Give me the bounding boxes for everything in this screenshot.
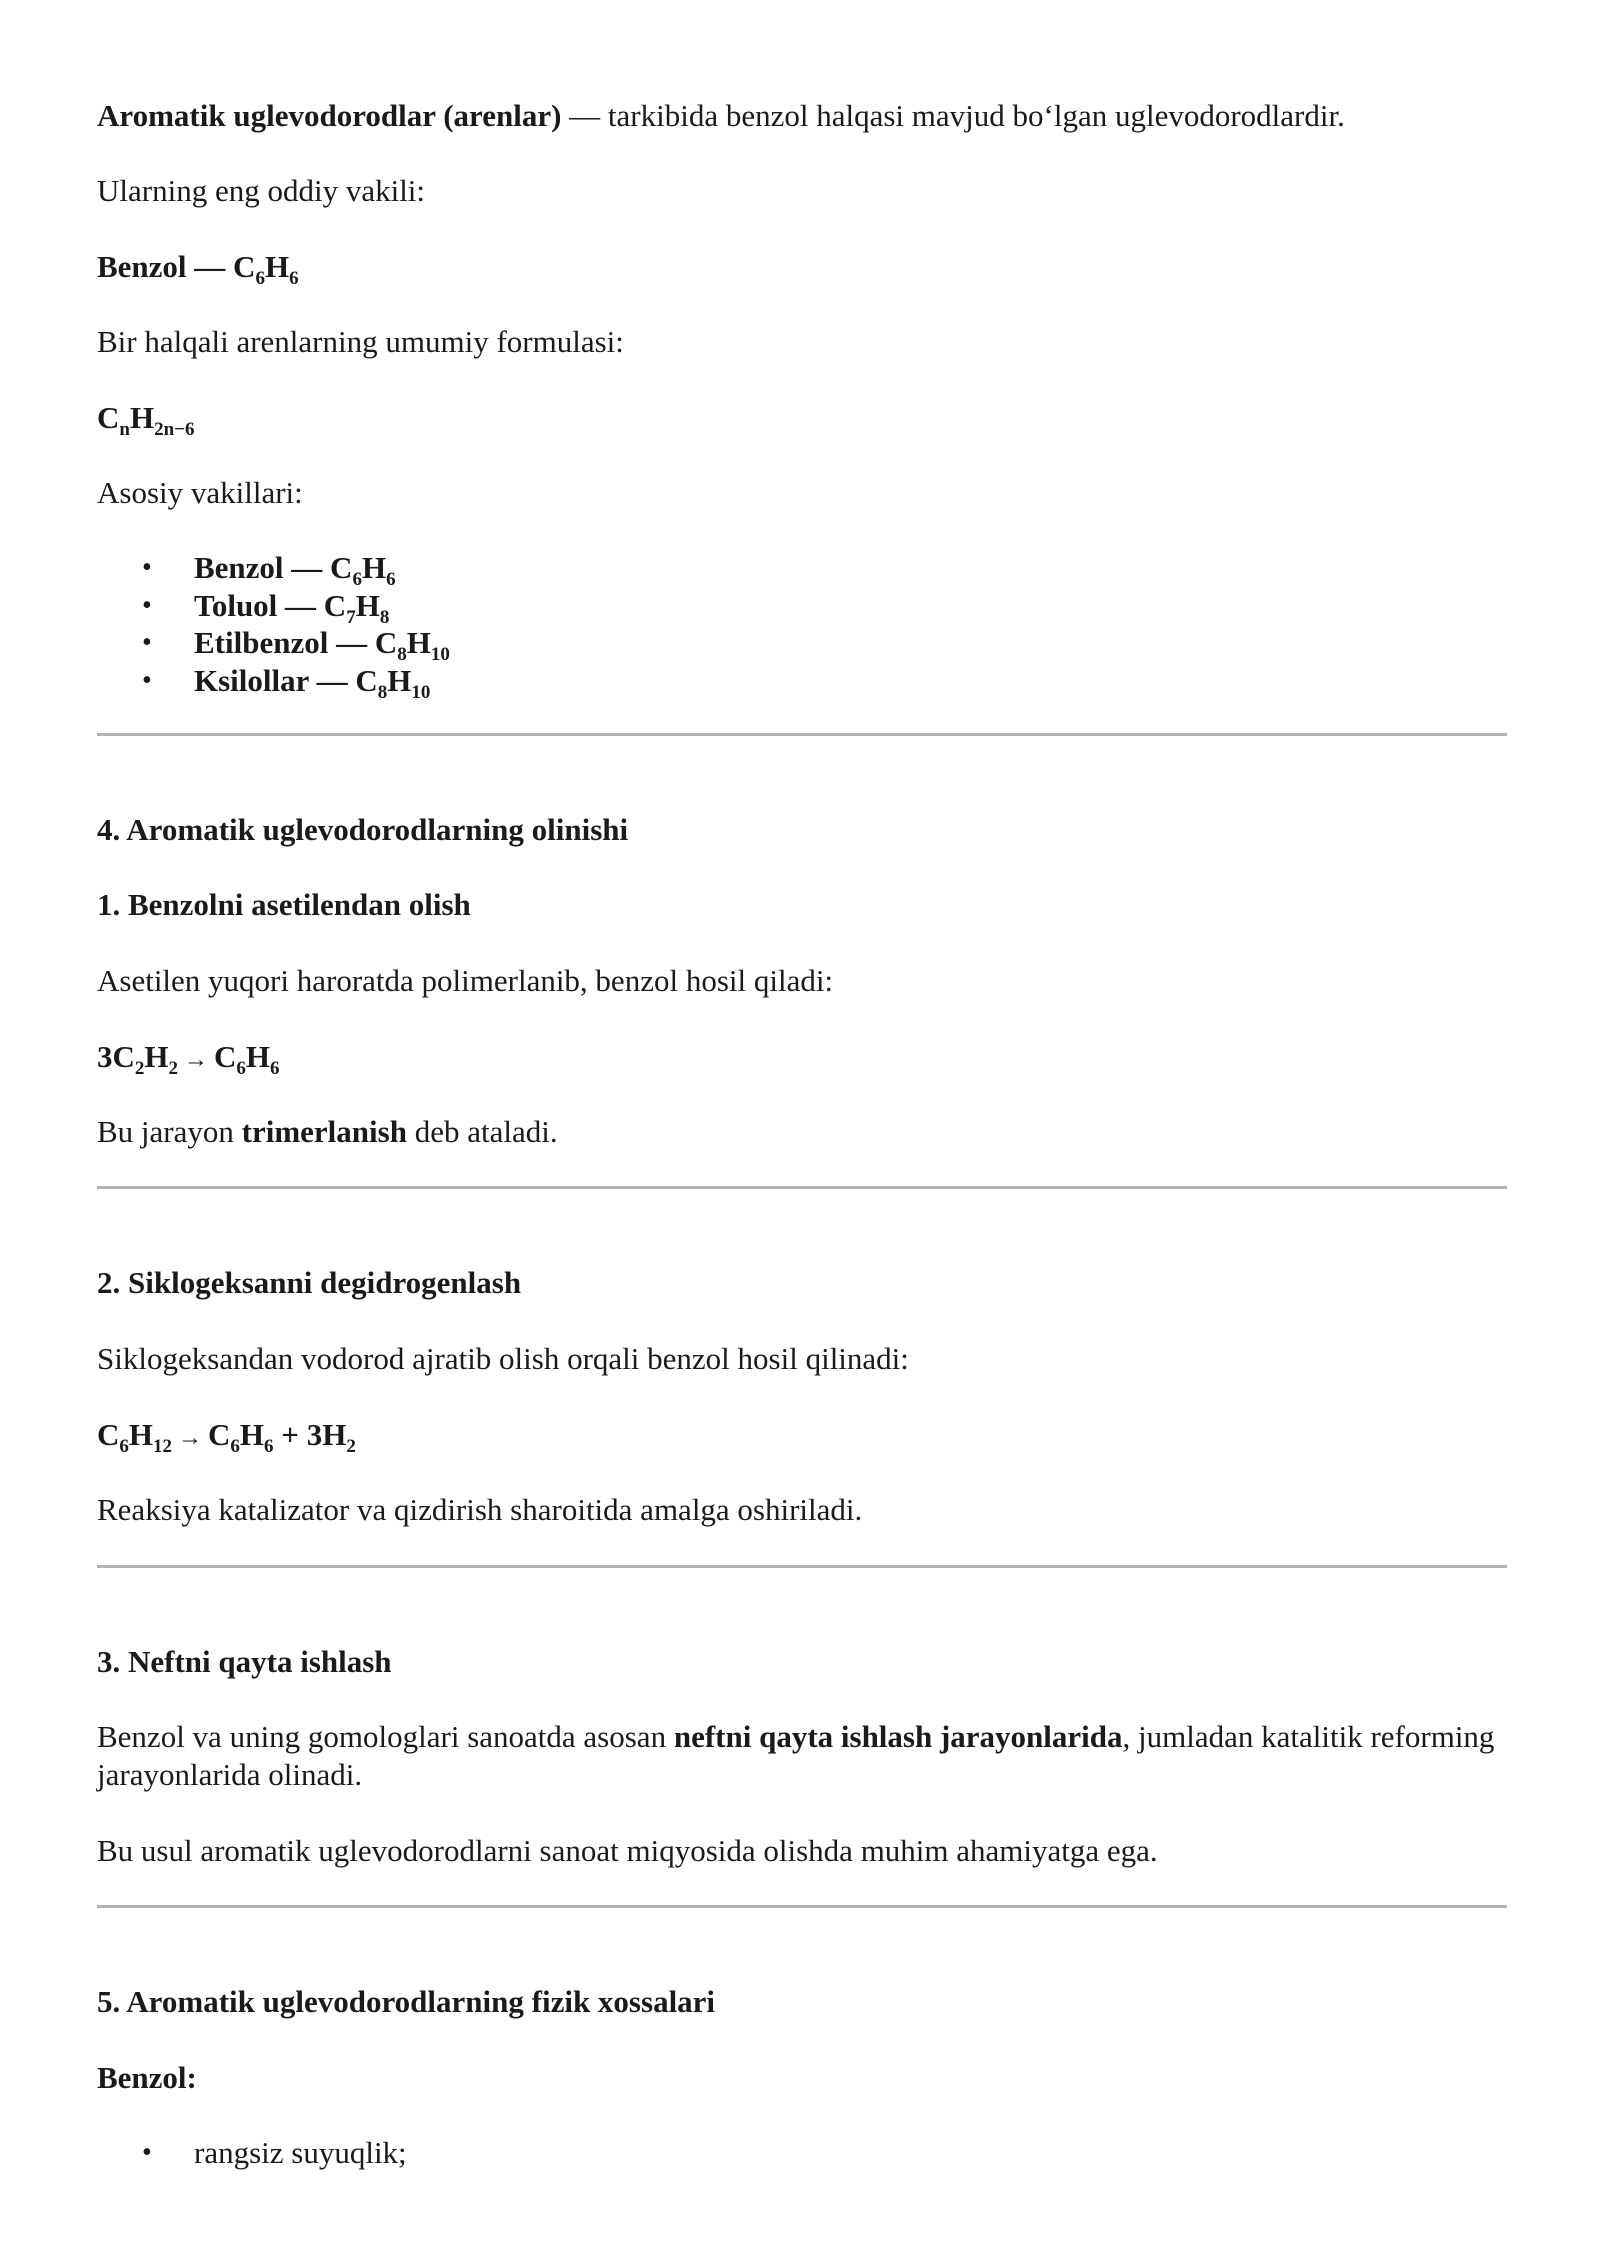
- bullet-icon: •: [142, 589, 152, 621]
- arrow-icon: →: [178, 1425, 203, 1451]
- bullet-icon: •: [142, 664, 152, 696]
- definition-term: Aromatik uglevodorodlar (arenlar): [97, 98, 562, 133]
- horizontal-divider: [97, 1905, 1507, 1908]
- benzol-label: Benzol:: [97, 2060, 197, 2095]
- simplest-label: Ularning eng oddiy vakili:: [97, 173, 426, 208]
- section-4-title: 4. Aromatik uglevodorodlarning olinishi: [97, 812, 629, 847]
- method-2-text: Siklogeksandan vodorod ajratib olish orqali benzol hosil qilinadi:: [97, 1341, 909, 1376]
- definition-paragraph: [97, 97, 1345, 135]
- equation-1: $3C_2H_2 \to C_6H_6$: [97, 1039, 280, 1079]
- equation-2: $C_6H_{12} \to C_6H_6 + 3H_2$: [97, 1417, 356, 1457]
- representatives-list: [97, 549, 450, 703]
- method-3-title: 3. Neftni qayta ishlash: [97, 1644, 392, 1679]
- horizontal-divider: [97, 1565, 1507, 1568]
- list-item: • Ksilollar — $C_8H_{10}$: [142, 662, 431, 703]
- benzol-name: Benzol — C: [97, 249, 256, 284]
- method-2-note: Reaksiya katalizator va qizdirish sharoitida amalga oshiriladi.: [97, 1492, 863, 1527]
- main-representatives-label: Asosiy vakillari:: [97, 475, 303, 510]
- list-item: • rangsiz suyuqlik;: [142, 2135, 407, 2170]
- list-item: • Toluol — $C_7H_8$: [142, 587, 390, 628]
- method-3-note: Bu usul aromatik uglevodorodlarni sanoat miqyosida olishda muhim ahamiyatga ega.: [97, 1833, 1158, 1868]
- method-1-title: 1. Benzolni asetilendan olish: [97, 887, 471, 922]
- bullet-icon: •: [142, 627, 152, 658]
- subscript: 6: [255, 268, 265, 289]
- bullet-icon: •: [142, 2137, 152, 2168]
- subscript: 6: [289, 268, 299, 289]
- benzol-formula: Benzol — $C_6H_6$: [97, 249, 299, 289]
- method-1-note: Bu jarayon trimerlanish deb ataladi.: [97, 1114, 558, 1149]
- arrow-icon: →: [184, 1047, 209, 1073]
- bullet-icon: •: [142, 552, 152, 583]
- horizontal-divider: [97, 1186, 1507, 1189]
- properties-list: [97, 2134, 407, 2172]
- general-formula: $C_nH_{2n-6}$: [97, 400, 195, 440]
- method-3-text: Benzol va uning gomologlari sanoatda asosan neftni qayta ishlash jarayonlarida, jumladan katalitik reforming jarayonlarida olinadi.: [97, 1719, 1495, 1792]
- horizontal-divider: [97, 733, 1507, 736]
- section-5-title: 5. Aromatik uglevodorodlarning fizik xossalari: [97, 1984, 716, 2019]
- method-1-text: Asetilen yuqori haroratda polimerlanib, benzol hosil qiladi:: [97, 963, 834, 998]
- list-item: • Benzol — $C_6H_6$: [142, 550, 396, 590]
- general-formula-label: Bir halqali arenlarning umumiy formulasi:: [97, 324, 624, 359]
- method-2-title: 2. Siklogeksanni degidrogenlash: [97, 1265, 522, 1300]
- definition-text: — tarkibida benzol halqasi mavjud bo‘lgan uglevodorodlardir.: [561, 98, 1345, 133]
- list-item: • Etilbenzol — $C_8H_{10}$: [142, 625, 450, 665]
- subscript: 2n−6: [154, 419, 195, 440]
- subscript: n: [119, 419, 130, 440]
